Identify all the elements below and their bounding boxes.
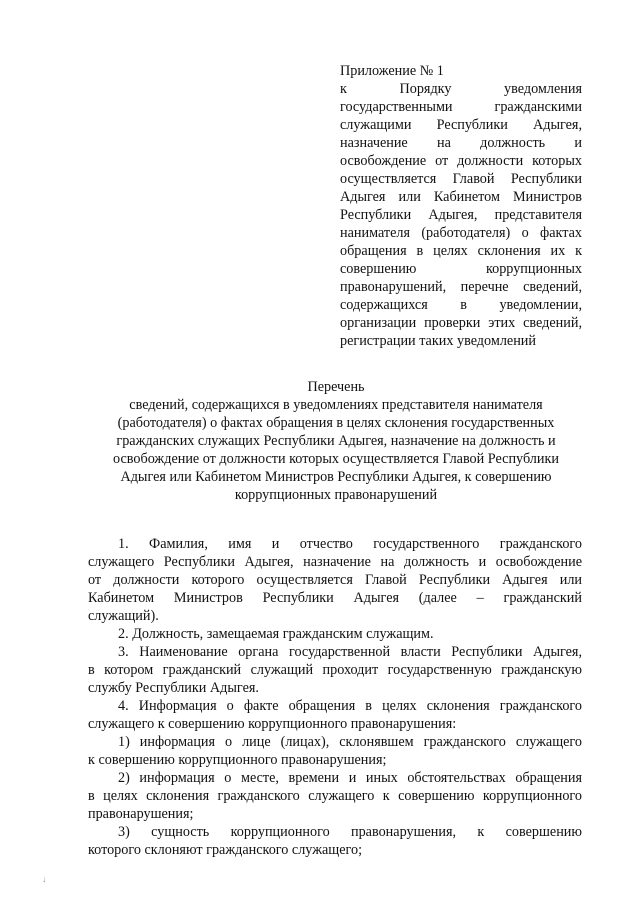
body-line: 1. Фамилия, имя и отчество государственного гражданского	[118, 536, 582, 552]
appendix-lines	[340, 80, 582, 350]
appendix-line: Адыгея или Кабинетом Министров	[340, 189, 582, 205]
heading-title: Перечень	[307, 379, 365, 395]
body-line: правонарушения;	[88, 806, 194, 822]
body-line: 3) сущность коррупционного правонарушения, к совершению	[118, 824, 582, 840]
appendix-line: назначение на должность и	[340, 135, 582, 151]
appendix-line: регистрации таких уведомлений	[340, 333, 536, 349]
appendix-line: содержащихся в уведомлении,	[340, 297, 582, 313]
appendix-line: осуществляется Главой Республики	[340, 171, 582, 187]
body-line: Кабинетом Министров Республики Адыгея (далее – гражданский	[88, 590, 582, 606]
appendix-line: обращения в целях склонения их к	[340, 243, 582, 259]
body-line: от должности которого осуществляется Главой Республики Адыгея или	[88, 572, 582, 588]
appendix-line: государственными гражданскими	[340, 99, 582, 115]
body-line: служащего к совершению коррупционного правонарушения:	[88, 716, 457, 732]
heading-line: гражданских служащих Республики Адыгея, назначение на должность и	[116, 433, 556, 449]
heading-line: Адыгея или Кабинетом Министров Республики Адыгея, к совершению	[120, 469, 552, 485]
body-line: 4. Информация о факте обращения в целях склонения гражданского	[118, 698, 582, 714]
body-line: служащего Республики Адыгея, назначение на должность и освобождение	[88, 554, 582, 570]
appendix-line: нанимателя (работодателя) о фактах	[340, 225, 582, 241]
body-line: 3. Наименование органа государственной власти Республики Адыгея,	[118, 644, 582, 660]
body-text	[88, 535, 582, 859]
body-line: 2) информация о месте, времени и иных обстоятельствах обращения	[118, 770, 582, 786]
body-line: которого склоняют гражданского служащего;	[88, 842, 363, 858]
body-line: служащий).	[88, 608, 159, 624]
body-line: 2. Должность, замещаемая гражданским служащим.	[118, 626, 434, 642]
body-line: к совершению коррупционного правонарушения;	[88, 752, 387, 768]
body-line: службу Республики Адыгея.	[88, 680, 259, 696]
appendix-line: Республики Адыгея, представителя	[340, 207, 582, 223]
appendix-block	[340, 62, 582, 350]
scan-mark: ↓	[42, 874, 47, 884]
list-heading	[88, 378, 584, 504]
appendix-line: к Порядку уведомления	[340, 81, 582, 97]
body-line: 1) информация о лице (лицах), склонявшем гражданского служащего	[118, 734, 582, 750]
appendix-line: правонарушений, перечне сведений,	[340, 279, 582, 295]
heading-line: (работодателя) о фактах обращения в целях склонения государственных	[117, 415, 555, 431]
heading-line: коррупционных правонарушений	[234, 487, 438, 503]
appendix-line: освобождение от должности которых	[340, 153, 582, 169]
heading-line: освобождение от должности которых осуществляется Главой Республики	[113, 451, 559, 467]
appendix-title: Приложение № 1	[340, 63, 444, 79]
appendix-line: служащими Республики Адыгея,	[340, 117, 582, 133]
body-line: в котором гражданский служащий проходит государственную гражданскую	[88, 662, 582, 678]
appendix-line: совершению коррупционных	[340, 261, 582, 277]
appendix-line: организации проверки этих сведений,	[340, 315, 582, 331]
body-line: в целях склонения гражданского служащего к совершению коррупционного	[88, 788, 582, 804]
heading-line: сведений, содержащихся в уведомлениях представителя нанимателя	[129, 397, 543, 413]
